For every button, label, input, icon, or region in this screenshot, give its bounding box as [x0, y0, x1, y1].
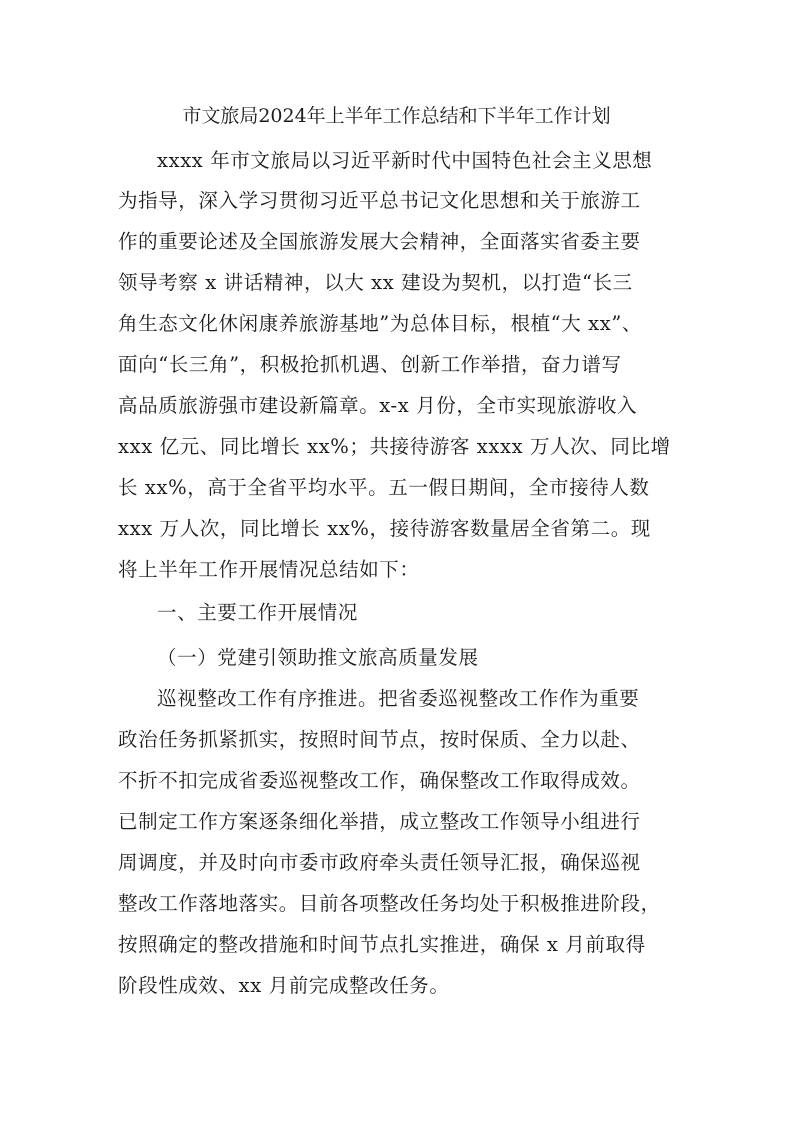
intro-line: 面向“长三角”，积极抢抓机遇、创新工作举措，奋力谱写: [118, 353, 622, 376]
document-title: 市文旅局2024年上半年工作总结和下半年工作计划: [182, 105, 611, 127]
body-line: 整改工作落地落实。目前各项整改任务均处于积极推进阶段，: [118, 892, 661, 915]
body-line: 不折不扣完成省委巡视整改工作，确保整改工作取得成效。: [118, 769, 641, 792]
body-line: 政治任务抓紧抓实，按照时间节点，按时保质、全力以赴、: [118, 728, 641, 751]
intro-line: xxx 万人次，同比增长 xx%，接待游客数量居全省第二。现: [118, 517, 651, 540]
intro-line: 角生态文化休闲康养旅游基地”为总体目标，根植“大 xx”、: [118, 312, 643, 335]
intro-line: 长 xx%，高于全省平均水平。五一假日期间，全市接待人数: [118, 476, 650, 499]
intro-line: 高品质旅游强市建设新篇章。x-x 月份，全市实现旅游收入: [118, 394, 638, 417]
intro-line: xxx 亿元、同比增长 xx%；共接待游客 xxxx 万人次、同比增: [118, 435, 671, 458]
intro-line: 将上半年工作开展情况总结如下：: [118, 558, 420, 581]
intro-line: 领导考察 x 讲话精神，以大 xx 建设为契机，以打造“长三: [118, 271, 633, 294]
body-line: 周调度，并及时向市委市政府牵头责任领导汇报，确保巡视: [118, 851, 641, 874]
body-line: 已制定工作方案逐条细化举措，成立整改工作领导小组进行: [118, 810, 641, 833]
body-line: 按照确定的整改措施和时间节点扎实推进，确保 x 月前取得: [118, 933, 646, 956]
intro-line: 为指导，深入学习贯彻习近平总书记文化思想和关于旅游工: [118, 189, 641, 212]
subsection-heading: （一）党建引领助推文旅高质量发展: [157, 646, 479, 669]
intro-line: xxxx 年市文旅局以习近平新时代中国特色社会主义思想: [157, 149, 653, 172]
body-line: 巡视整改工作有序推进。把省委巡视整改工作作为重要: [157, 687, 640, 710]
body-line: 阶段性成效、xx 月前完成整改任务。: [118, 974, 450, 997]
intro-line: 作的重要论述及全国旅游发展大会精神，全面落实省委主要: [118, 230, 641, 253]
section-heading: 一、主要工作开展情况: [157, 601, 359, 624]
